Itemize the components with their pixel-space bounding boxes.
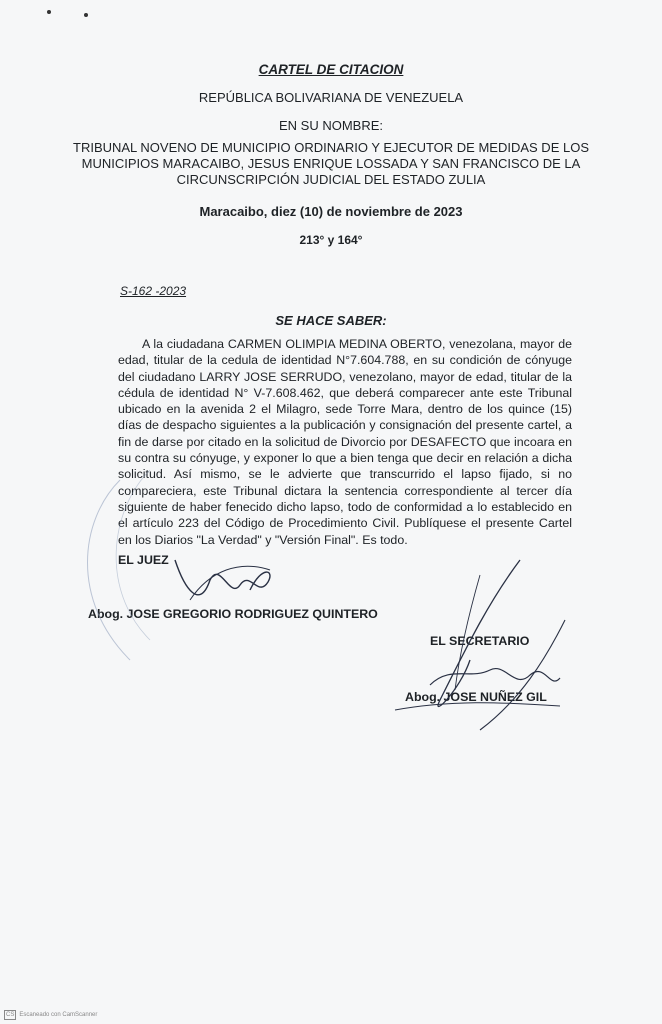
judge-label: EL JUEZ bbox=[118, 553, 169, 567]
se-hace-saber-heading: SE HACE SABER: bbox=[275, 313, 387, 328]
secretary-signature bbox=[430, 669, 560, 685]
judge-name: Abog. JOSE GREGORIO RODRIGUEZ QUINTERO bbox=[88, 607, 378, 621]
years-line: 213° y 164° bbox=[299, 233, 363, 247]
document-title: CARTEL DE CITACION bbox=[258, 62, 404, 77]
secretary-name: Abog. JOSE NUÑEZ GIL bbox=[405, 690, 547, 704]
camscanner-icon: CS bbox=[6, 1012, 15, 1018]
scan-speck bbox=[84, 13, 88, 17]
in-name-line: EN SU NOMBRE: bbox=[278, 118, 383, 133]
secretary-signature bbox=[455, 575, 480, 690]
republic-line: REPÚBLICA BOLIVARIANA DE VENEZUELA bbox=[198, 90, 464, 105]
tribunal-heading: TRIBUNAL NOVENO DE MUNICIPIO ORDINARIO Y EJECUTOR DE MEDIDAS DE LOS MUNICIPIOS MARACAIBO, JESUS ENRIQUE LOSSADA Y SAN FRANCISCO DE LA CIRCUNSCRIPCIÓN JUDICIAL DEL ESTADO ZULIA bbox=[73, 140, 589, 187]
date-line: Maracaibo, diez (10) de noviembre de 2023 bbox=[199, 204, 463, 219]
judge-signature bbox=[190, 566, 270, 600]
citation-body: A la ciudadana CARMEN OLIMPIA MEDINA OBERTO, venezolana, mayor de edad, titular de la cedula de identidad N°7.604.788, en su condición de cónyuge del ciudadano LARRY JOSE SERRUDO, venezolano, mayor de edad, titular de la cédula de identidad N° V-7.608.462, que deberá comparecer ante este Tribunal ubicado en la avenida 2 el Milagro, sede Torre Mara, dentro de los quince (15) días de despacho siguientes a la publicación y consignación del presente cartel, a fin de darse por citado en la solicitud de Divorcio por DESAFECTO que incoara en su contra su cónyuge, y exponer lo que a bien tenga que decir en relación a dicha solicitud. Así mismo, se le advierte que transcurrido el lapso fijado, si no compareciera, este Tribunal dictara la sentencia correspondiente al tercer día siguiente de haber fenecido dicho lapso, todo de conformidad a lo establecido en el artículo 223 del Código de Procedimiento Civil. Publíquese el presente Cartel en los Diarios "La Verdad" y "Versión Final". Es todo. bbox=[118, 337, 572, 547]
secretary-label: EL SECRETARIO bbox=[430, 634, 530, 648]
scan-speck bbox=[47, 10, 51, 14]
scanner-watermark bbox=[4, 1010, 97, 1020]
judge-signature bbox=[175, 560, 270, 595]
case-reference: S-162 -2023 bbox=[120, 284, 187, 298]
scanner-footer-text: Escaneado con CamScanner bbox=[19, 1012, 98, 1018]
